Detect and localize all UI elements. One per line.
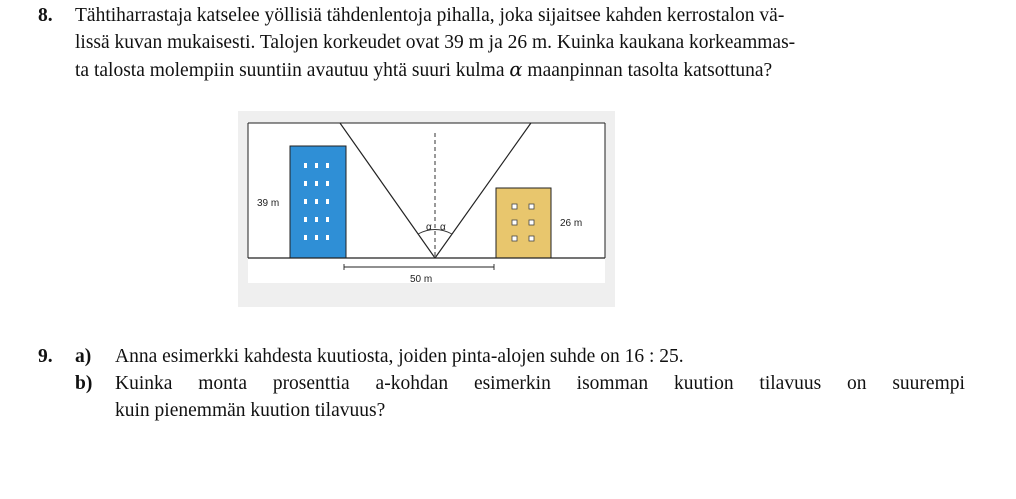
window <box>529 220 534 225</box>
left-height-label: 39 m <box>257 198 280 209</box>
window <box>326 163 329 168</box>
window <box>315 217 318 222</box>
problem-9-b-line-2: kuin pienemmän kuution tilavuus? <box>115 400 386 421</box>
tall-building <box>290 146 346 258</box>
distance-label: 50 m <box>410 274 433 285</box>
short-building-body <box>496 188 551 258</box>
buildings-figure <box>238 111 615 307</box>
problem-9-b-label: b) <box>75 373 93 394</box>
problem-9 <box>38 343 978 424</box>
problem-8-line-1: 8. Tähtiharrastaja katselee yöllisiä tähdenlentoja pihalla, joka sijaitsee kahden kerrostalon vä- <box>38 2 978 29</box>
problem-8-number: 8. <box>38 5 53 26</box>
window <box>529 236 534 241</box>
window <box>512 204 517 209</box>
window <box>315 163 318 168</box>
window <box>304 181 307 186</box>
window <box>315 235 318 240</box>
window <box>326 199 329 204</box>
window <box>304 235 307 240</box>
problem-9-b <box>38 370 978 397</box>
window <box>326 181 329 186</box>
right-height-label: 26 m <box>560 218 583 229</box>
window <box>315 181 318 186</box>
window <box>529 204 534 209</box>
short-building <box>496 188 551 258</box>
angle-label-left: α <box>426 222 432 233</box>
problem-9-number: 9. <box>38 346 53 367</box>
problem-8-line-2: lissä kuvan mukaisesti. Talojen korkeudet ovat 39 m ja 26 m. Kuinka kaukana korkeammas- <box>75 32 796 53</box>
problem-8-line-3: ta talosta molempiin suuntiin avautuu yhtä suuri kulma α maanpinnan tasolta katsottuna? <box>75 58 773 81</box>
angle-label-right: α <box>440 222 446 233</box>
window <box>512 220 517 225</box>
problem-9-a-label: a) <box>75 346 92 367</box>
window <box>304 217 307 222</box>
problem-9-a <box>38 343 978 370</box>
problem-9-a-text: Anna esimerkki kahdesta kuutiosta, joiden pinta-alojen suhde on 16 : 25. <box>115 346 684 367</box>
window <box>512 236 517 241</box>
problem-8 <box>38 2 978 84</box>
window <box>315 199 318 204</box>
window <box>304 199 307 204</box>
window <box>326 235 329 240</box>
window <box>326 217 329 222</box>
window <box>304 163 307 168</box>
problem-9-b-line-1: Kuinka monta prosenttia a-kohdan esimerkin isomman kuution tilavuus on suurempi <box>115 373 965 394</box>
alpha-symbol: α <box>509 58 523 81</box>
